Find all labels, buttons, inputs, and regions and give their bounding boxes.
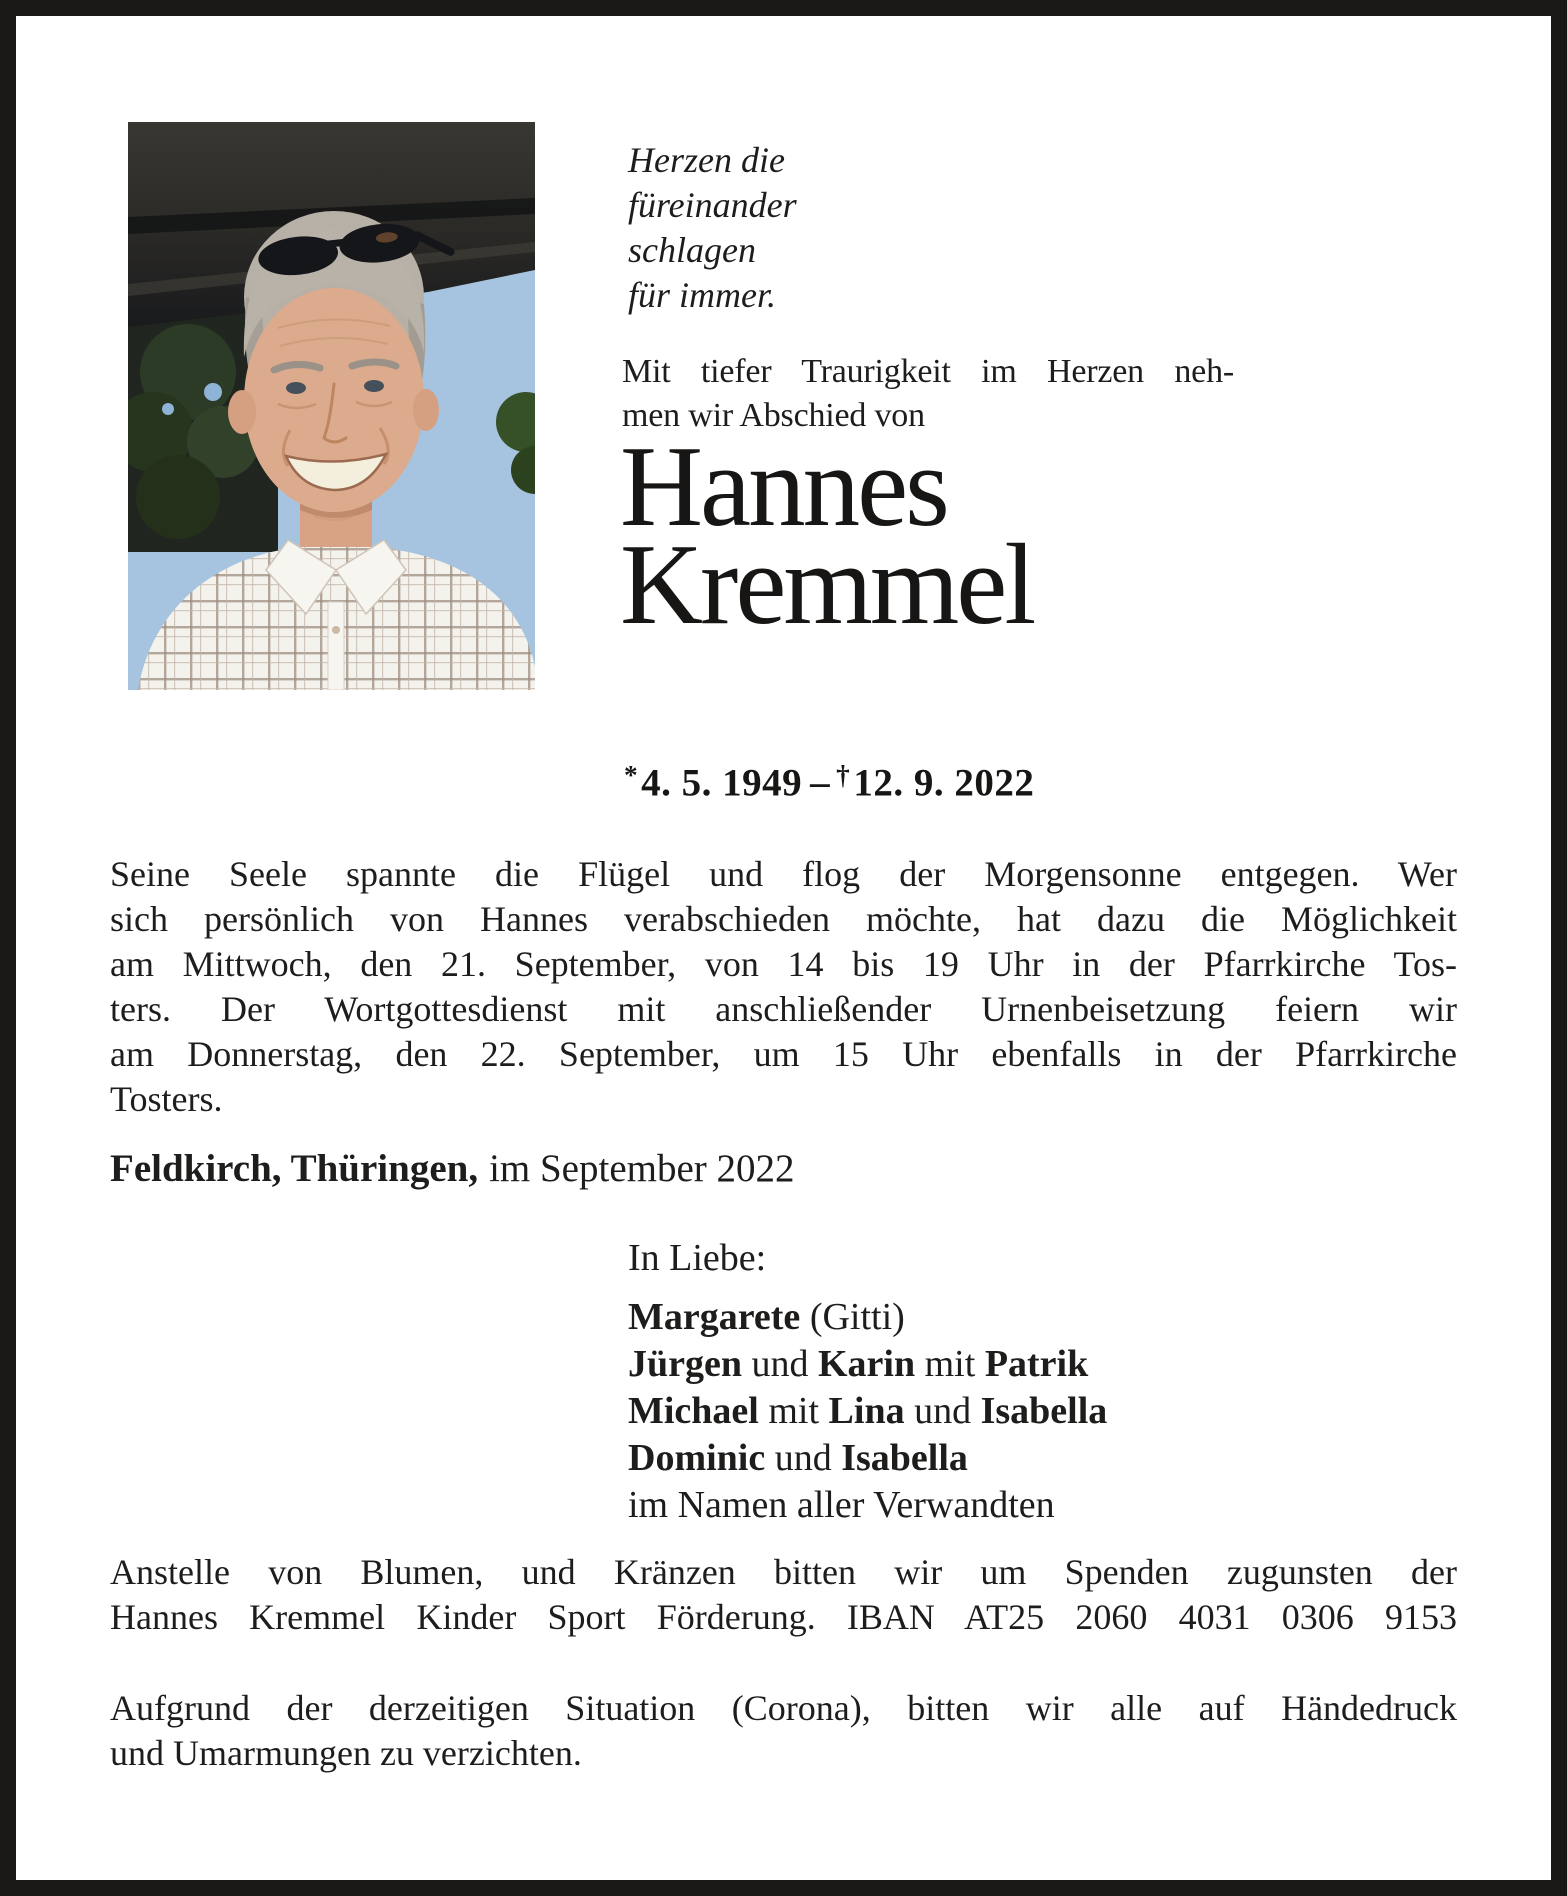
mourner-line: im Namen aller Verwandten	[628, 1484, 1055, 1526]
mourner-line: Jürgen und Karin mit Patrik	[628, 1343, 1089, 1385]
announcement-line: am Donnerstag, den 22. September, um 15 Uhr ebenfalls in der Pfarrkirche	[110, 1034, 1457, 1074]
mourners-list	[628, 1294, 1107, 1529]
intro-line: Mit tiefer Traurigkeit im Herzen neh-	[622, 353, 1234, 390]
donation-line: Anstelle von Blumen, und Kränzen bitten wir um Spenden zugunsten der	[110, 1552, 1457, 1592]
announcement-line: am Mittwoch, den 21. September, von 14 bis 19 Uhr in der Pfarrkirche Tos-	[110, 944, 1457, 984]
life-dates	[624, 760, 1034, 805]
portrait-photo-illustration	[128, 122, 535, 690]
farewell-heading: In Liebe:	[628, 1237, 767, 1279]
corona-line: und Umarmungen zu verzichten.	[110, 1733, 582, 1773]
place-date-line	[110, 1146, 795, 1191]
announcement-line: Seine Seele spannte die Flügel und flog der Morgensonne entgegen. Wer	[110, 854, 1457, 894]
announcement-text	[110, 852, 1457, 1122]
corona-note	[110, 1686, 1457, 1776]
place-name: Feldkirch, Thüringen,	[110, 1147, 479, 1190]
portrait-photo	[128, 122, 535, 690]
verse-line: für immer.	[628, 275, 777, 315]
donation-line: Hannes Kremmel Kinder Sport Förderung. IBAN AT25 2060 4031 0306 9153	[110, 1597, 1457, 1637]
deceased-first-name: Hannes	[620, 423, 947, 550]
death-cross-symbol: †	[836, 760, 851, 790]
verse-line: Herzen die	[628, 140, 785, 180]
verse-line: füreinander	[628, 185, 797, 225]
announcement-line: sich persönlich von Hannes verabschieden möchte, hat dazu die Möglichkeit	[110, 899, 1457, 939]
donation-text	[110, 1550, 1457, 1640]
death-date: 12. 9. 2022	[853, 761, 1035, 805]
birth-star-symbol: *	[624, 760, 639, 790]
announcement-line: Tosters.	[110, 1079, 223, 1119]
epitaph-verse	[628, 138, 797, 318]
deceased-last-name: Kremmel	[620, 521, 1034, 648]
verse-line: schlagen	[628, 230, 756, 270]
dates-separator: –	[810, 761, 831, 805]
deceased-name	[620, 423, 1034, 648]
place-month: im September 2022	[489, 1147, 795, 1190]
intro-line: men wir Abschied von	[622, 397, 925, 434]
corona-line: Aufgrund der derzeitigen Situation (Corona), bitten wir alle auf Händedruck	[110, 1688, 1457, 1728]
mourner-line: Michael mit Lina und Isabella	[628, 1390, 1108, 1432]
mourner-line: Dominic und Isabella	[628, 1437, 968, 1479]
mourner-line: Margarete (Gitti)	[628, 1296, 905, 1338]
announcement-line: ters. Der Wortgottesdienst mit anschließender Urnenbeisetzung feiern wir	[110, 989, 1457, 1029]
birth-date: 4. 5. 1949	[641, 761, 803, 805]
